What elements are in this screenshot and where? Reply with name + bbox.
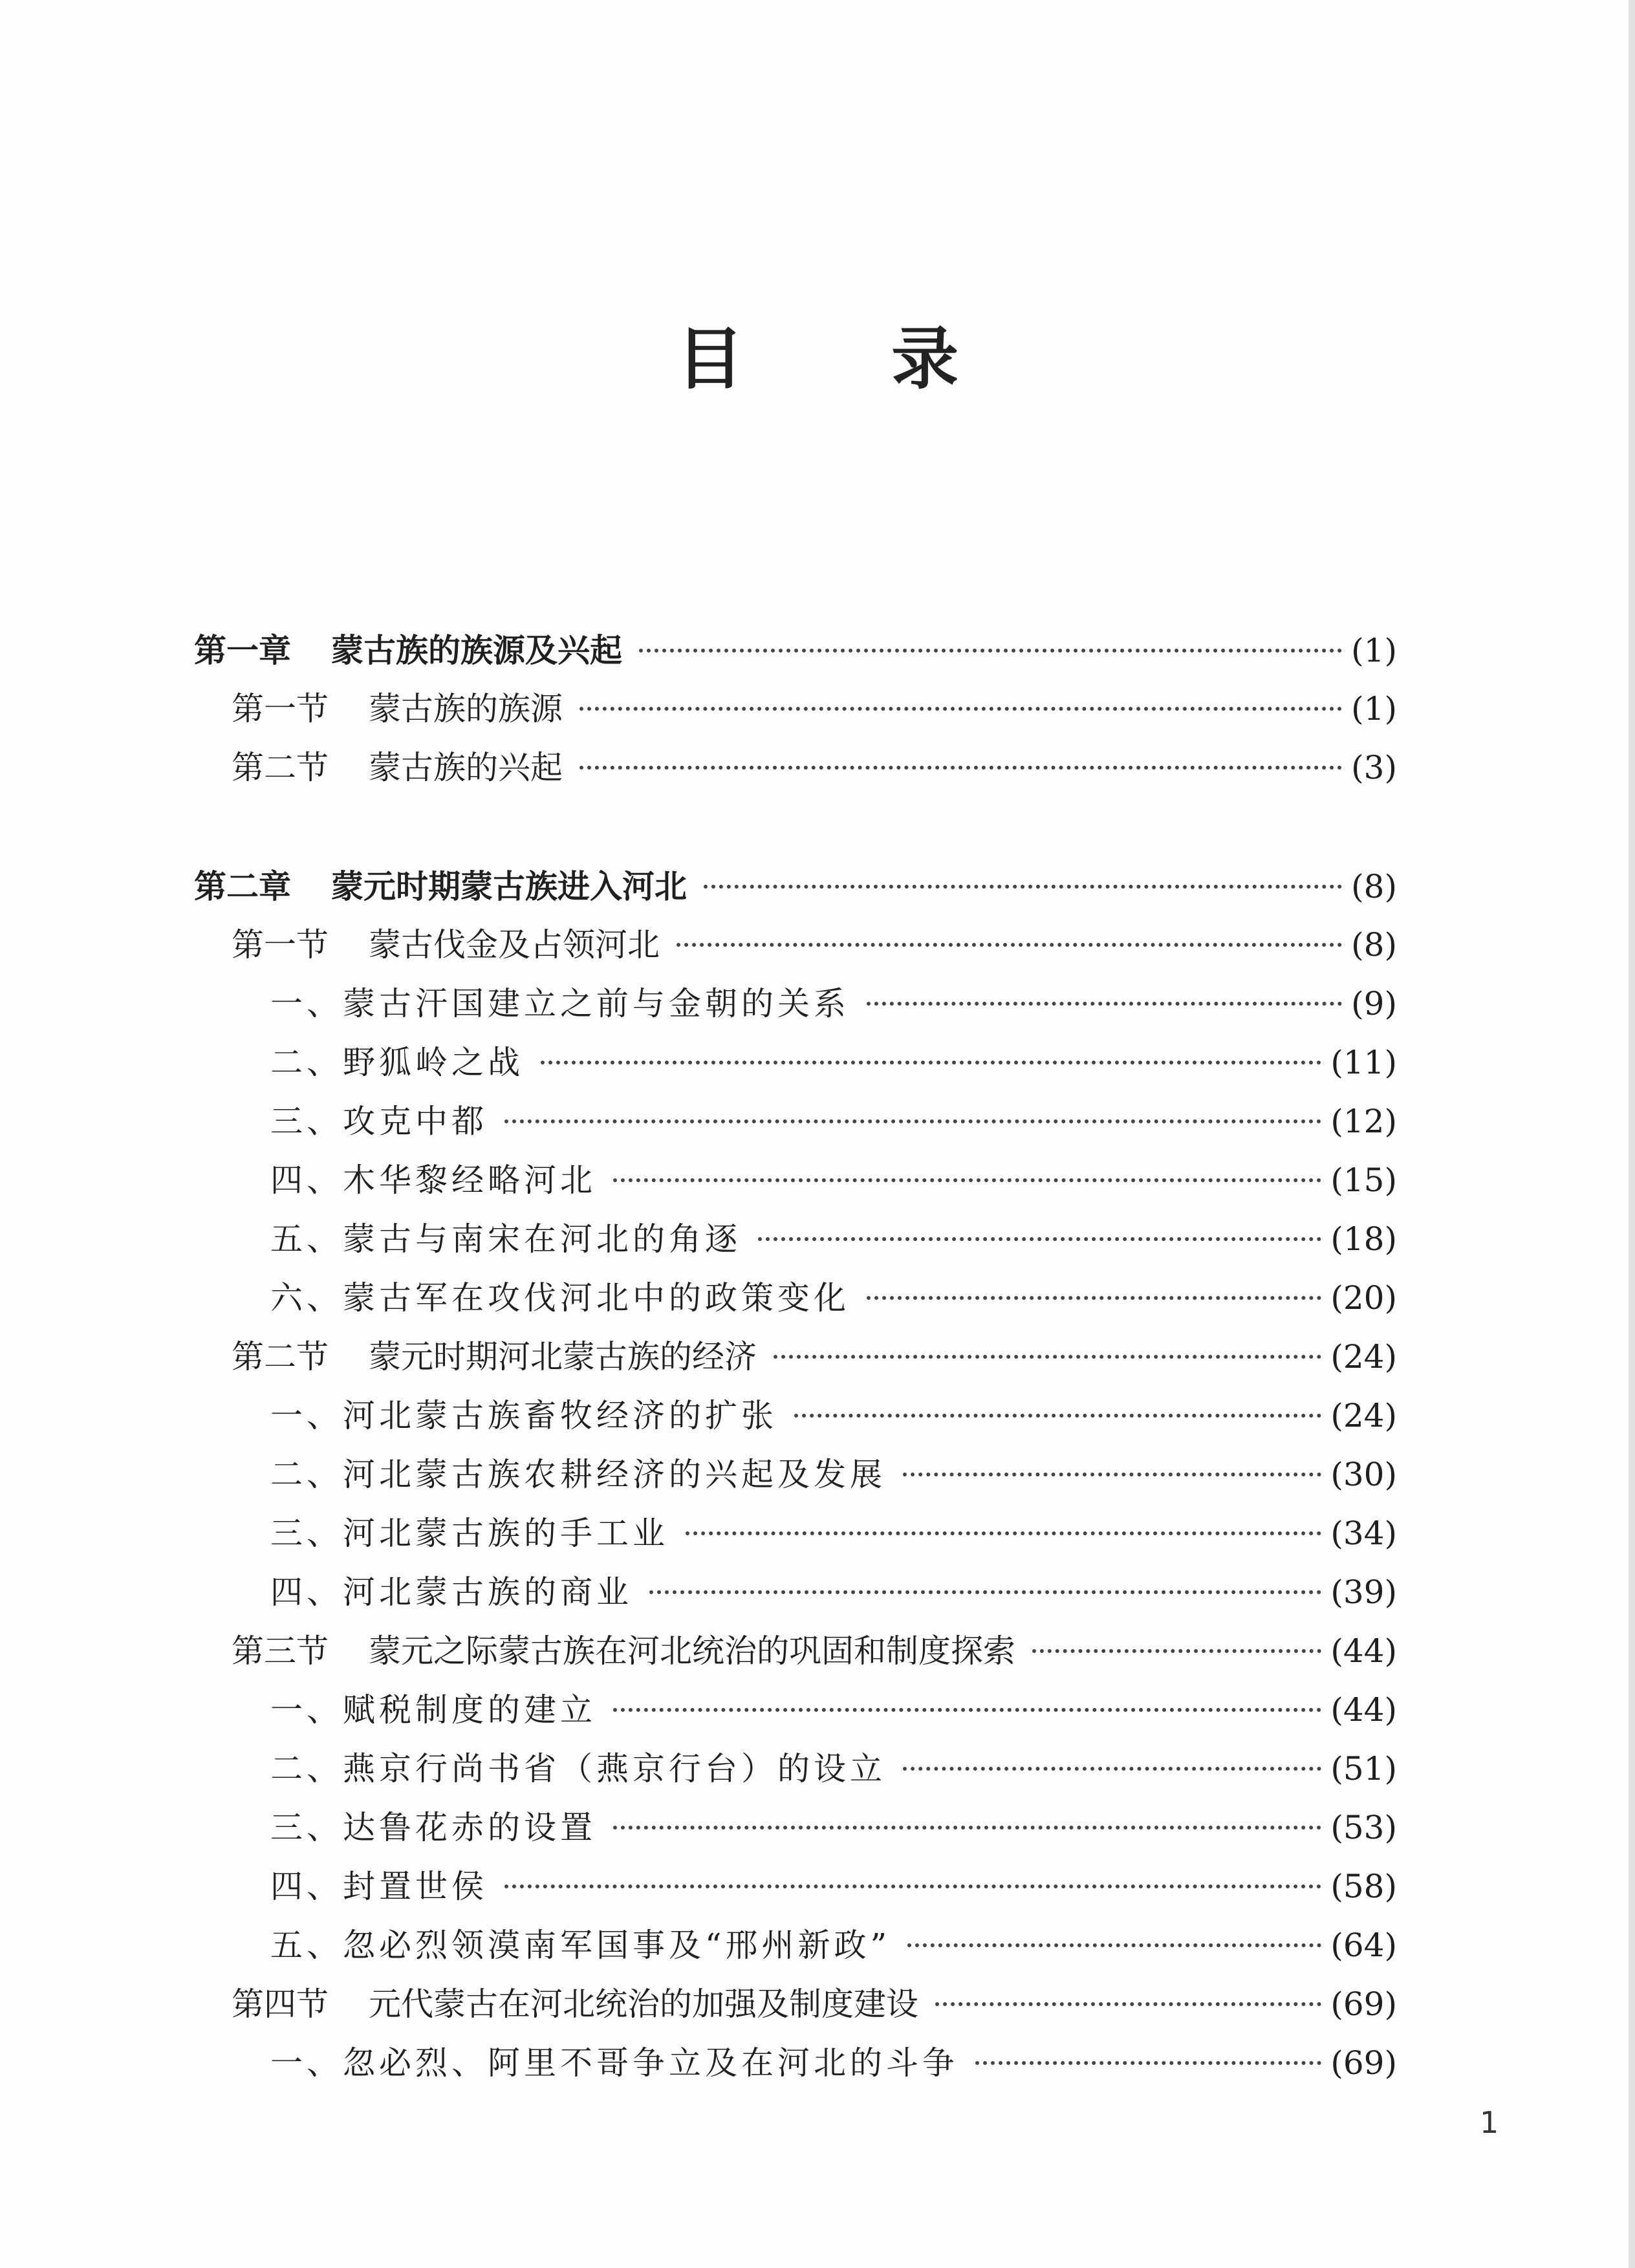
toc-dot-leader xyxy=(975,2061,1321,2065)
toc-item-title: 三、攻克中都 xyxy=(270,1103,488,1140)
toc-section-title: 蒙古伐金及占领河北 xyxy=(369,926,660,964)
toc-dot-leader xyxy=(579,707,1342,711)
toc-item-title: 四、封置世侯 xyxy=(270,1868,488,1905)
toc-dot-leader xyxy=(639,649,1342,653)
toc-item-row[interactable] xyxy=(194,1798,1397,1857)
toc-chapter-row[interactable] xyxy=(194,621,1397,680)
toc-page-number: (18) xyxy=(1330,1220,1397,1258)
toc-item-title: 二、野狐岭之战 xyxy=(270,1044,524,1081)
toc-dot-leader xyxy=(504,1119,1321,1123)
toc-page-number: (1) xyxy=(1351,632,1397,669)
toc-dot-leader xyxy=(903,1473,1321,1476)
toc-item-title: 一、赋税制度的建立 xyxy=(270,1691,596,1729)
toc-dot-leader xyxy=(613,1826,1321,1830)
toc-page-number: (30) xyxy=(1330,1456,1397,1493)
toc-chapter-number: 第二章 xyxy=(194,867,291,905)
toc-item-title: 一、忽必烈、阿里不哥争立及在河北的斗争 xyxy=(270,2044,958,2082)
toc-item-title: 一、河北蒙古族畜牧经济的扩张 xyxy=(270,1397,777,1434)
toc-page-number: (58) xyxy=(1330,1868,1397,1905)
toc-item-row[interactable] xyxy=(194,1916,1397,1975)
toc-section-title: 蒙古族的族源 xyxy=(369,690,563,728)
toc-dot-leader xyxy=(907,1943,1321,1947)
toc-dot-leader xyxy=(935,2002,1321,2006)
toc-section-row[interactable] xyxy=(194,916,1397,975)
toc-section-number: 第四节 xyxy=(232,1985,329,2023)
toc-page-number: (1) xyxy=(1351,690,1397,728)
toc-chapter-row[interactable] xyxy=(194,857,1397,916)
toc-item-row[interactable] xyxy=(194,2034,1397,2093)
toc-page-number: (20) xyxy=(1330,1279,1397,1317)
toc-item-title: 三、达鲁花赤的设置 xyxy=(270,1809,596,1846)
toc-dot-leader xyxy=(613,1178,1321,1182)
toc-chapter-number: 第一章 xyxy=(194,631,291,669)
toc-page-number: (64) xyxy=(1330,1927,1397,1964)
toc-section-title: 蒙元时期河北蒙古族的经济 xyxy=(369,1338,757,1376)
toc-item-title: 二、燕京行尚书省（燕京行台）的设立 xyxy=(270,1750,886,1787)
toc-item-row[interactable] xyxy=(194,1151,1397,1210)
toc-item-row[interactable] xyxy=(194,1445,1397,1504)
toc-section-number: 第一节 xyxy=(232,690,329,728)
toc-item-title: 四、木华黎经略河北 xyxy=(270,1161,596,1199)
toc-item-title: 四、河北蒙古族的商业 xyxy=(270,1573,633,1611)
toc-dot-leader xyxy=(774,1355,1321,1359)
toc-page-number: (44) xyxy=(1330,1691,1397,1729)
toc-dot-leader xyxy=(867,1002,1342,1006)
toc-page-number: (69) xyxy=(1330,2044,1397,2082)
toc-dot-leader xyxy=(579,766,1342,770)
toc-dot-leader xyxy=(541,1061,1321,1064)
toc-dot-leader xyxy=(613,1708,1321,1712)
toc-chapter-title: 蒙元时期蒙古族进入河北 xyxy=(331,867,687,905)
toc-section-number: 第二节 xyxy=(232,1338,329,1376)
toc-section-number: 第三节 xyxy=(232,1632,329,1670)
toc-section-number: 第二节 xyxy=(232,749,329,786)
toc-item-row[interactable] xyxy=(194,1681,1397,1740)
toc-item-title: 五、蒙古与南宋在河北的角逐 xyxy=(270,1220,741,1258)
toc-page-number: (69) xyxy=(1330,1985,1397,2023)
toc-item-row[interactable] xyxy=(194,1033,1397,1092)
page-title: 目 录 xyxy=(676,319,1021,398)
toc-page-number: (24) xyxy=(1330,1397,1397,1434)
toc-page-number: (15) xyxy=(1330,1161,1397,1199)
toc-item-title: 三、河北蒙古族的手工业 xyxy=(270,1515,669,1552)
toc-page-number: (11) xyxy=(1330,1044,1397,1081)
toc-page-number: (51) xyxy=(1330,1750,1397,1787)
toc-item-row[interactable] xyxy=(194,1563,1397,1622)
toc-dot-leader xyxy=(1032,1649,1321,1653)
table-of-contents xyxy=(194,621,1397,2093)
toc-section-row[interactable] xyxy=(194,1328,1397,1387)
toc-section-row[interactable] xyxy=(194,680,1397,739)
toc-dot-leader xyxy=(504,1885,1321,1888)
toc-dot-leader xyxy=(758,1237,1321,1241)
toc-page-number: (3) xyxy=(1351,749,1397,786)
toc-item-row[interactable] xyxy=(194,1210,1397,1269)
toc-item-row[interactable] xyxy=(194,1269,1397,1328)
page-number: 1 xyxy=(1480,2105,1499,2140)
toc-section-row[interactable] xyxy=(194,739,1397,797)
toc-dot-leader xyxy=(794,1414,1321,1418)
toc-item-row[interactable] xyxy=(194,1857,1397,1916)
toc-dot-leader xyxy=(686,1531,1321,1535)
toc-page-number: (8) xyxy=(1351,926,1397,964)
toc-section-title: 蒙古族的兴起 xyxy=(369,749,563,786)
toc-page-number: (53) xyxy=(1330,1809,1397,1846)
toc-item-row[interactable] xyxy=(194,1387,1397,1445)
toc-section-row[interactable] xyxy=(194,1622,1397,1681)
toc-item-title: 一、蒙古汗国建立之前与金朝的关系 xyxy=(270,985,850,1022)
toc-section-row[interactable] xyxy=(194,1975,1397,2034)
toc-item-row[interactable] xyxy=(194,1092,1397,1151)
toc-dot-leader xyxy=(903,1767,1321,1771)
toc-page-number: (24) xyxy=(1330,1338,1397,1376)
toc-chapter-title: 蒙古族的族源及兴起 xyxy=(331,631,622,669)
toc-dot-leader xyxy=(867,1296,1321,1300)
toc-page-number: (8) xyxy=(1351,868,1397,905)
toc-section-title: 元代蒙古在河北统治的加强及制度建设 xyxy=(369,1985,918,2023)
toc-page-number: (9) xyxy=(1351,985,1397,1022)
toc-section-title: 蒙元之际蒙古族在河北统治的巩固和制度探索 xyxy=(369,1632,1015,1670)
toc-item-row[interactable] xyxy=(194,1504,1397,1563)
toc-item-title: 五、忽必烈领漠南军国事及“邢州新政” xyxy=(270,1927,891,1964)
toc-page-number: (12) xyxy=(1330,1103,1397,1140)
toc-dot-leader xyxy=(677,943,1342,947)
toc-page-number: (39) xyxy=(1330,1573,1397,1611)
toc-dot-leader xyxy=(704,885,1342,889)
toc-section-number: 第一节 xyxy=(232,926,329,964)
toc-dot-leader xyxy=(649,1590,1321,1594)
toc-item-row[interactable] xyxy=(194,975,1397,1033)
toc-item-title: 二、河北蒙古族农耕经济的兴起及发展 xyxy=(270,1456,886,1493)
toc-item-title: 六、蒙古军在攻伐河北中的政策变化 xyxy=(270,1279,850,1317)
toc-page-number: (34) xyxy=(1330,1515,1397,1552)
toc-item-row[interactable] xyxy=(194,1740,1397,1798)
toc-page-number: (44) xyxy=(1330,1632,1397,1670)
